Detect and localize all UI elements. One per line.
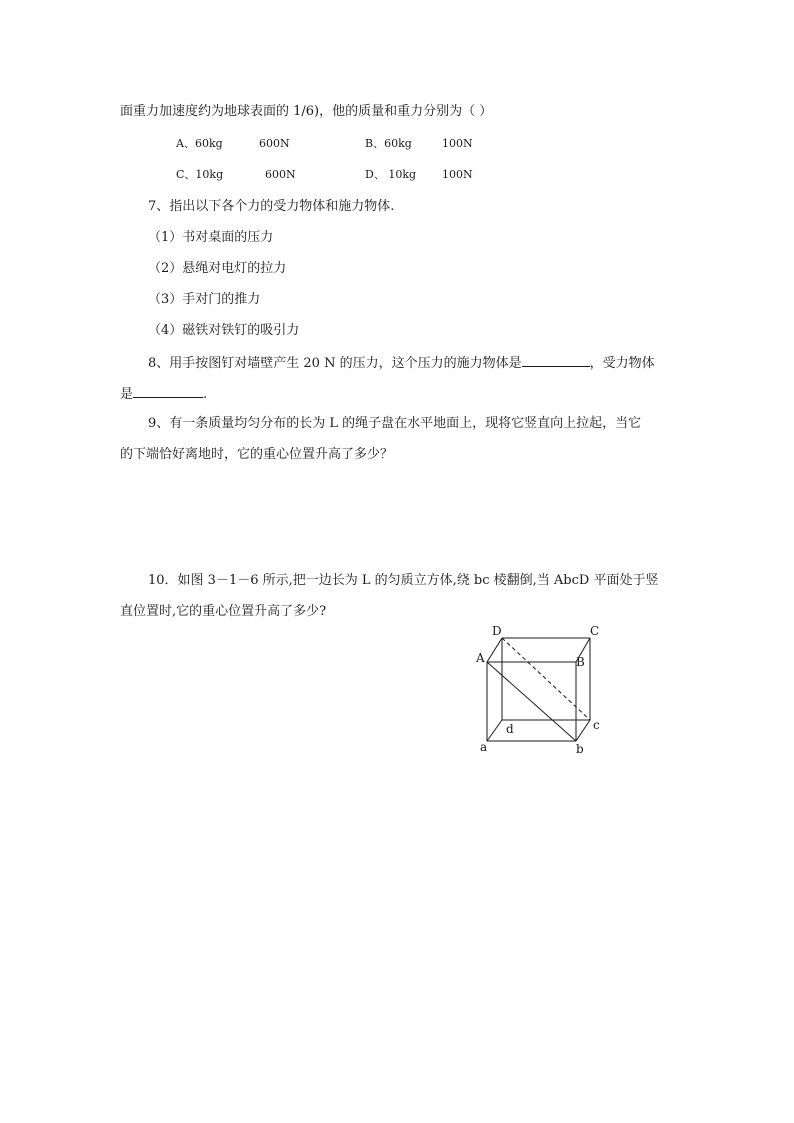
diagonal-D-c-dashed (502, 638, 590, 720)
cube-figure (470, 620, 620, 760)
vertex-label-B: B (576, 655, 585, 669)
q7-item-1: （1）书对桌面的压力 (148, 230, 274, 245)
q8-answer-blank-2[interactable] (133, 385, 203, 398)
q6-option-c-label: C、10kg (176, 168, 224, 181)
q8-line-2 (120, 385, 207, 403)
q6-option-d-label: D、 10kg (365, 168, 417, 181)
q10-line-2: 直位置时,它的重心位置升高了多少? (120, 604, 327, 619)
q6-option-d-value: 100N (442, 168, 473, 181)
q8-answer-blank-1[interactable] (522, 354, 590, 367)
edge-A-D (487, 638, 502, 662)
vertex-label-a: a (480, 740, 488, 754)
vertex-label-c: c (593, 718, 600, 732)
q8-line-2-prefix: 是 (120, 387, 134, 402)
q7-item-3: （3）手对门的推力 (148, 292, 261, 307)
vertex-label-b: b (576, 742, 584, 756)
diagonal-A-b (487, 662, 576, 741)
edge-a-d (487, 720, 502, 741)
q6-option-c-value: 600N (265, 168, 296, 181)
q9-line-1: 9、有一条质量均匀分布的长为 L 的绳子盘在水平地面上，现将它竖直向上拉起，当它 (148, 416, 642, 431)
vertex-label-d: d (506, 722, 514, 736)
q6-option-a-label: A、60kg (176, 137, 223, 150)
q8-line-1-prefix: 8、用手按图钉对墙壁产生 20 N 的压力，这个压力的施力物体是 (148, 356, 522, 371)
vertex-label-C: C (590, 624, 600, 638)
q8-line-2-suffix: . (203, 387, 208, 402)
q7-stem: 7、指出以下各个力的受力物体和施力物体. (148, 199, 395, 214)
vertex-label-A: A (476, 651, 485, 665)
q6-option-b-value: 100N (442, 137, 473, 150)
q9-line-2: 的下端恰好离地时，它的重心位置升高了多少？ (120, 447, 394, 462)
q7-item-4: （4）磁铁对铁钉的吸引力 (148, 323, 300, 338)
q6-stem-line: 面重力加速度约为地球表面的 1/6)，他的质量和重力分别为（ ） (120, 104, 493, 119)
q7-item-2: （2）悬绳对电灯的拉力 (148, 261, 287, 276)
q6-option-b-label: B、60kg (365, 137, 412, 150)
q8-line-1 (148, 354, 655, 372)
vertex-label-D: D (492, 624, 502, 638)
q10-line-1: 10．如图 3－1－6 所示,把一边长为 L 的匀质立方体,绕 bc 棱翻倒,当 AbcD 平面处于竖 (148, 573, 659, 588)
q8-line-1-suffix: ，受力物体 (589, 356, 655, 371)
q6-option-a-value: 600N (259, 137, 290, 150)
edge-b-c (576, 720, 590, 741)
